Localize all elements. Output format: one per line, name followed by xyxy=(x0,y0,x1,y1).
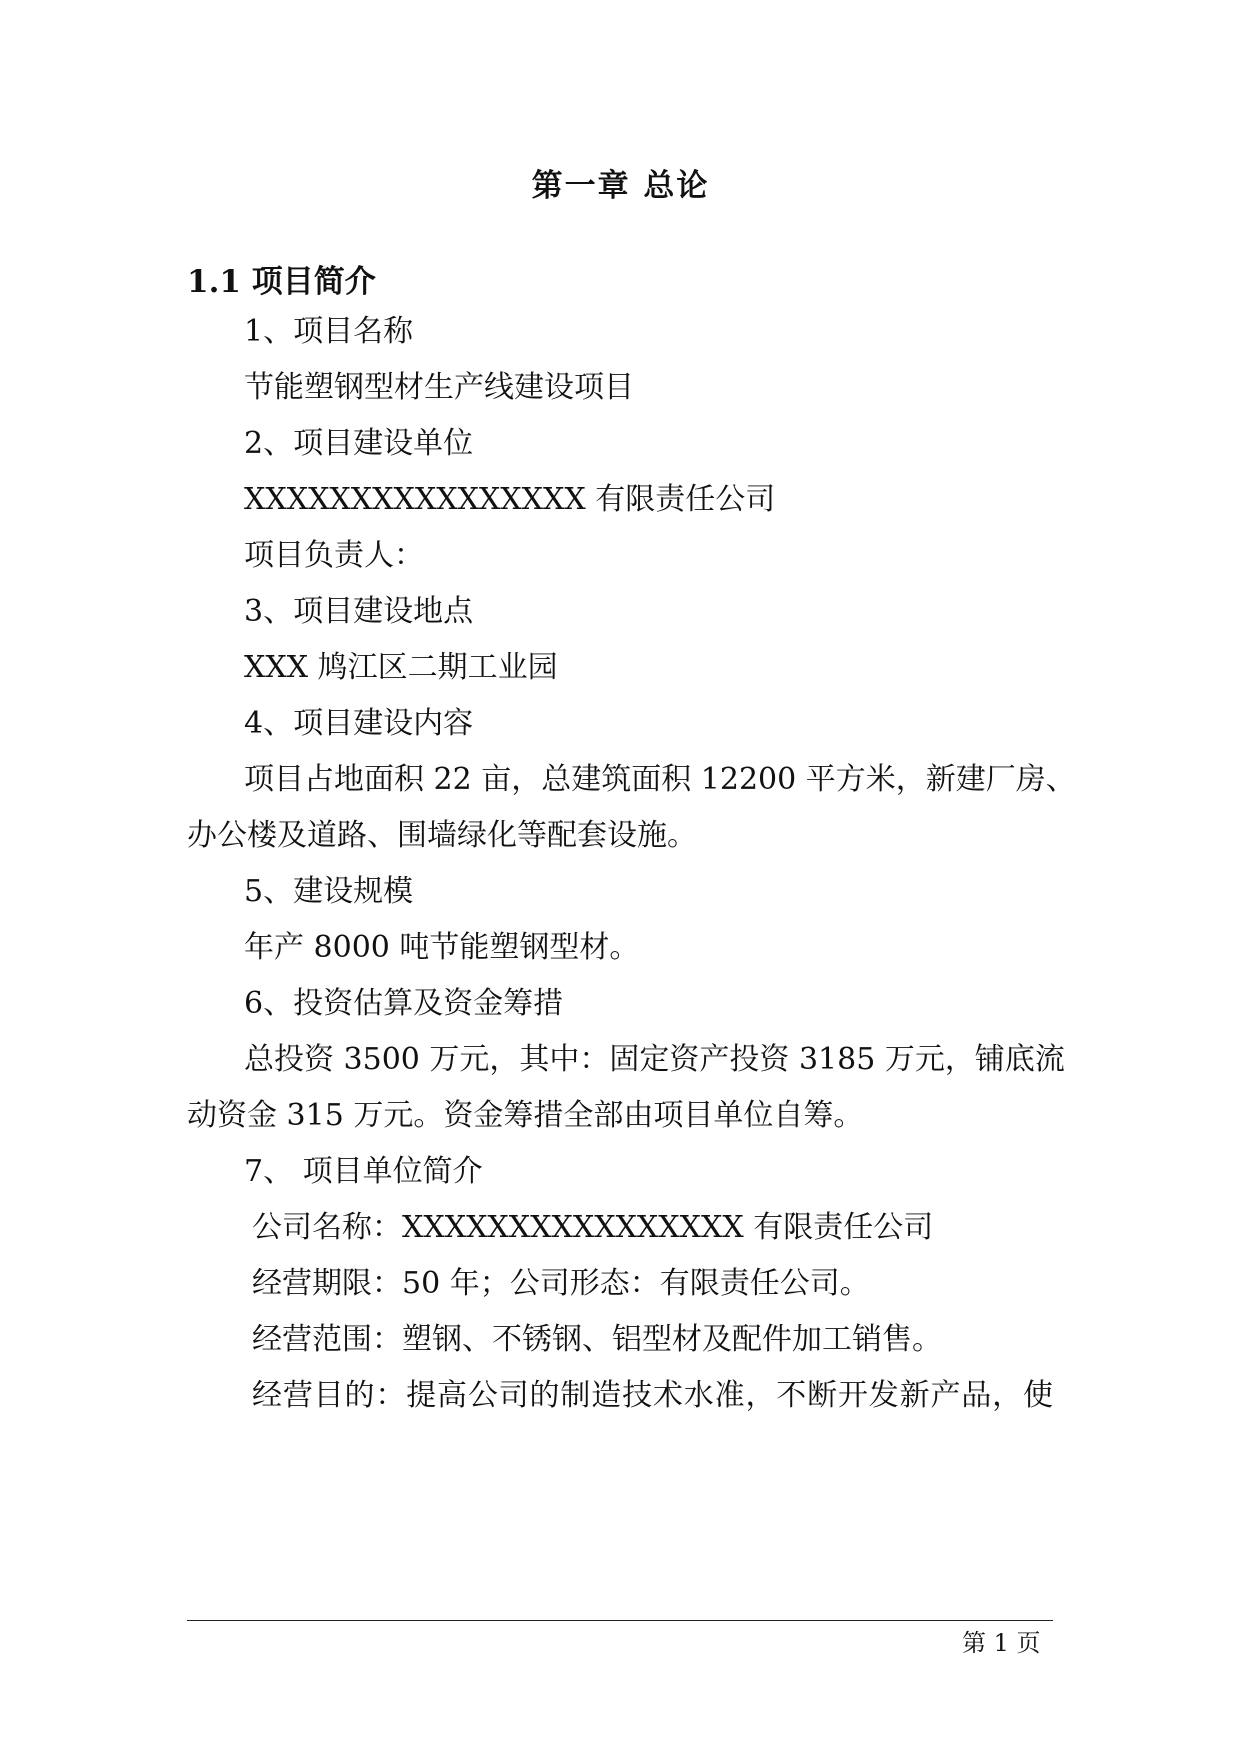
item1-title: 1、项目名称 xyxy=(244,314,414,349)
company-scope: 经营范围：塑钢、不锈钢、铝型材及配件加工销售。 xyxy=(252,1322,942,1357)
item4-line2: 办公楼及道路、围墙绿化等配套设施。 xyxy=(187,818,697,853)
item3-title: 3、项目建设地点 xyxy=(244,594,474,629)
item6-line1: 总投资 3500 万元，其中：固定资产投资 3185 万元，铺底流 xyxy=(244,1042,1065,1077)
section-heading: 1.1 项目简介 xyxy=(187,264,376,300)
item4-line1: 项目占地面积 22 亩，总建筑面积 12200 平方米，新建厂房、 xyxy=(244,762,1076,797)
chapter-title: 第一章 总论 xyxy=(531,168,710,204)
item5-title: 5、建设规模 xyxy=(244,874,414,909)
item7-title: 7、 项目单位简介 xyxy=(244,1154,483,1189)
item2-title: 2、项目建设单位 xyxy=(244,426,474,461)
page-number: 第 1 页 xyxy=(962,1629,1041,1657)
item3-text: XXX 鸠江区二期工业园 xyxy=(244,650,558,685)
company-name: 公司名称：XXXXXXXXXXXXXXXX 有限责任公司 xyxy=(252,1210,934,1245)
item2-text: XXXXXXXXXXXXXXXX 有限责任公司 xyxy=(244,482,776,517)
item6-title: 6、投资估算及资金筹措 xyxy=(244,986,564,1021)
item1-text: 节能塑钢型材生产线建设项目 xyxy=(244,370,634,405)
item2-contact: 项目负责人： xyxy=(244,538,424,573)
item4-title: 4、项目建设内容 xyxy=(244,706,474,741)
company-term: 经营期限：50 年；公司形态：有限责任公司。 xyxy=(252,1266,870,1301)
footer-divider xyxy=(187,1620,1053,1621)
item5-text: 年产 8000 吨节能塑钢型材。 xyxy=(244,930,640,965)
company-purpose: 经营目的：提高公司的制造技术水准，不断开发新产品，使 xyxy=(252,1378,1053,1413)
item6-line2: 动资金 315 万元。资金筹措全部由项目单位自筹。 xyxy=(187,1098,864,1133)
